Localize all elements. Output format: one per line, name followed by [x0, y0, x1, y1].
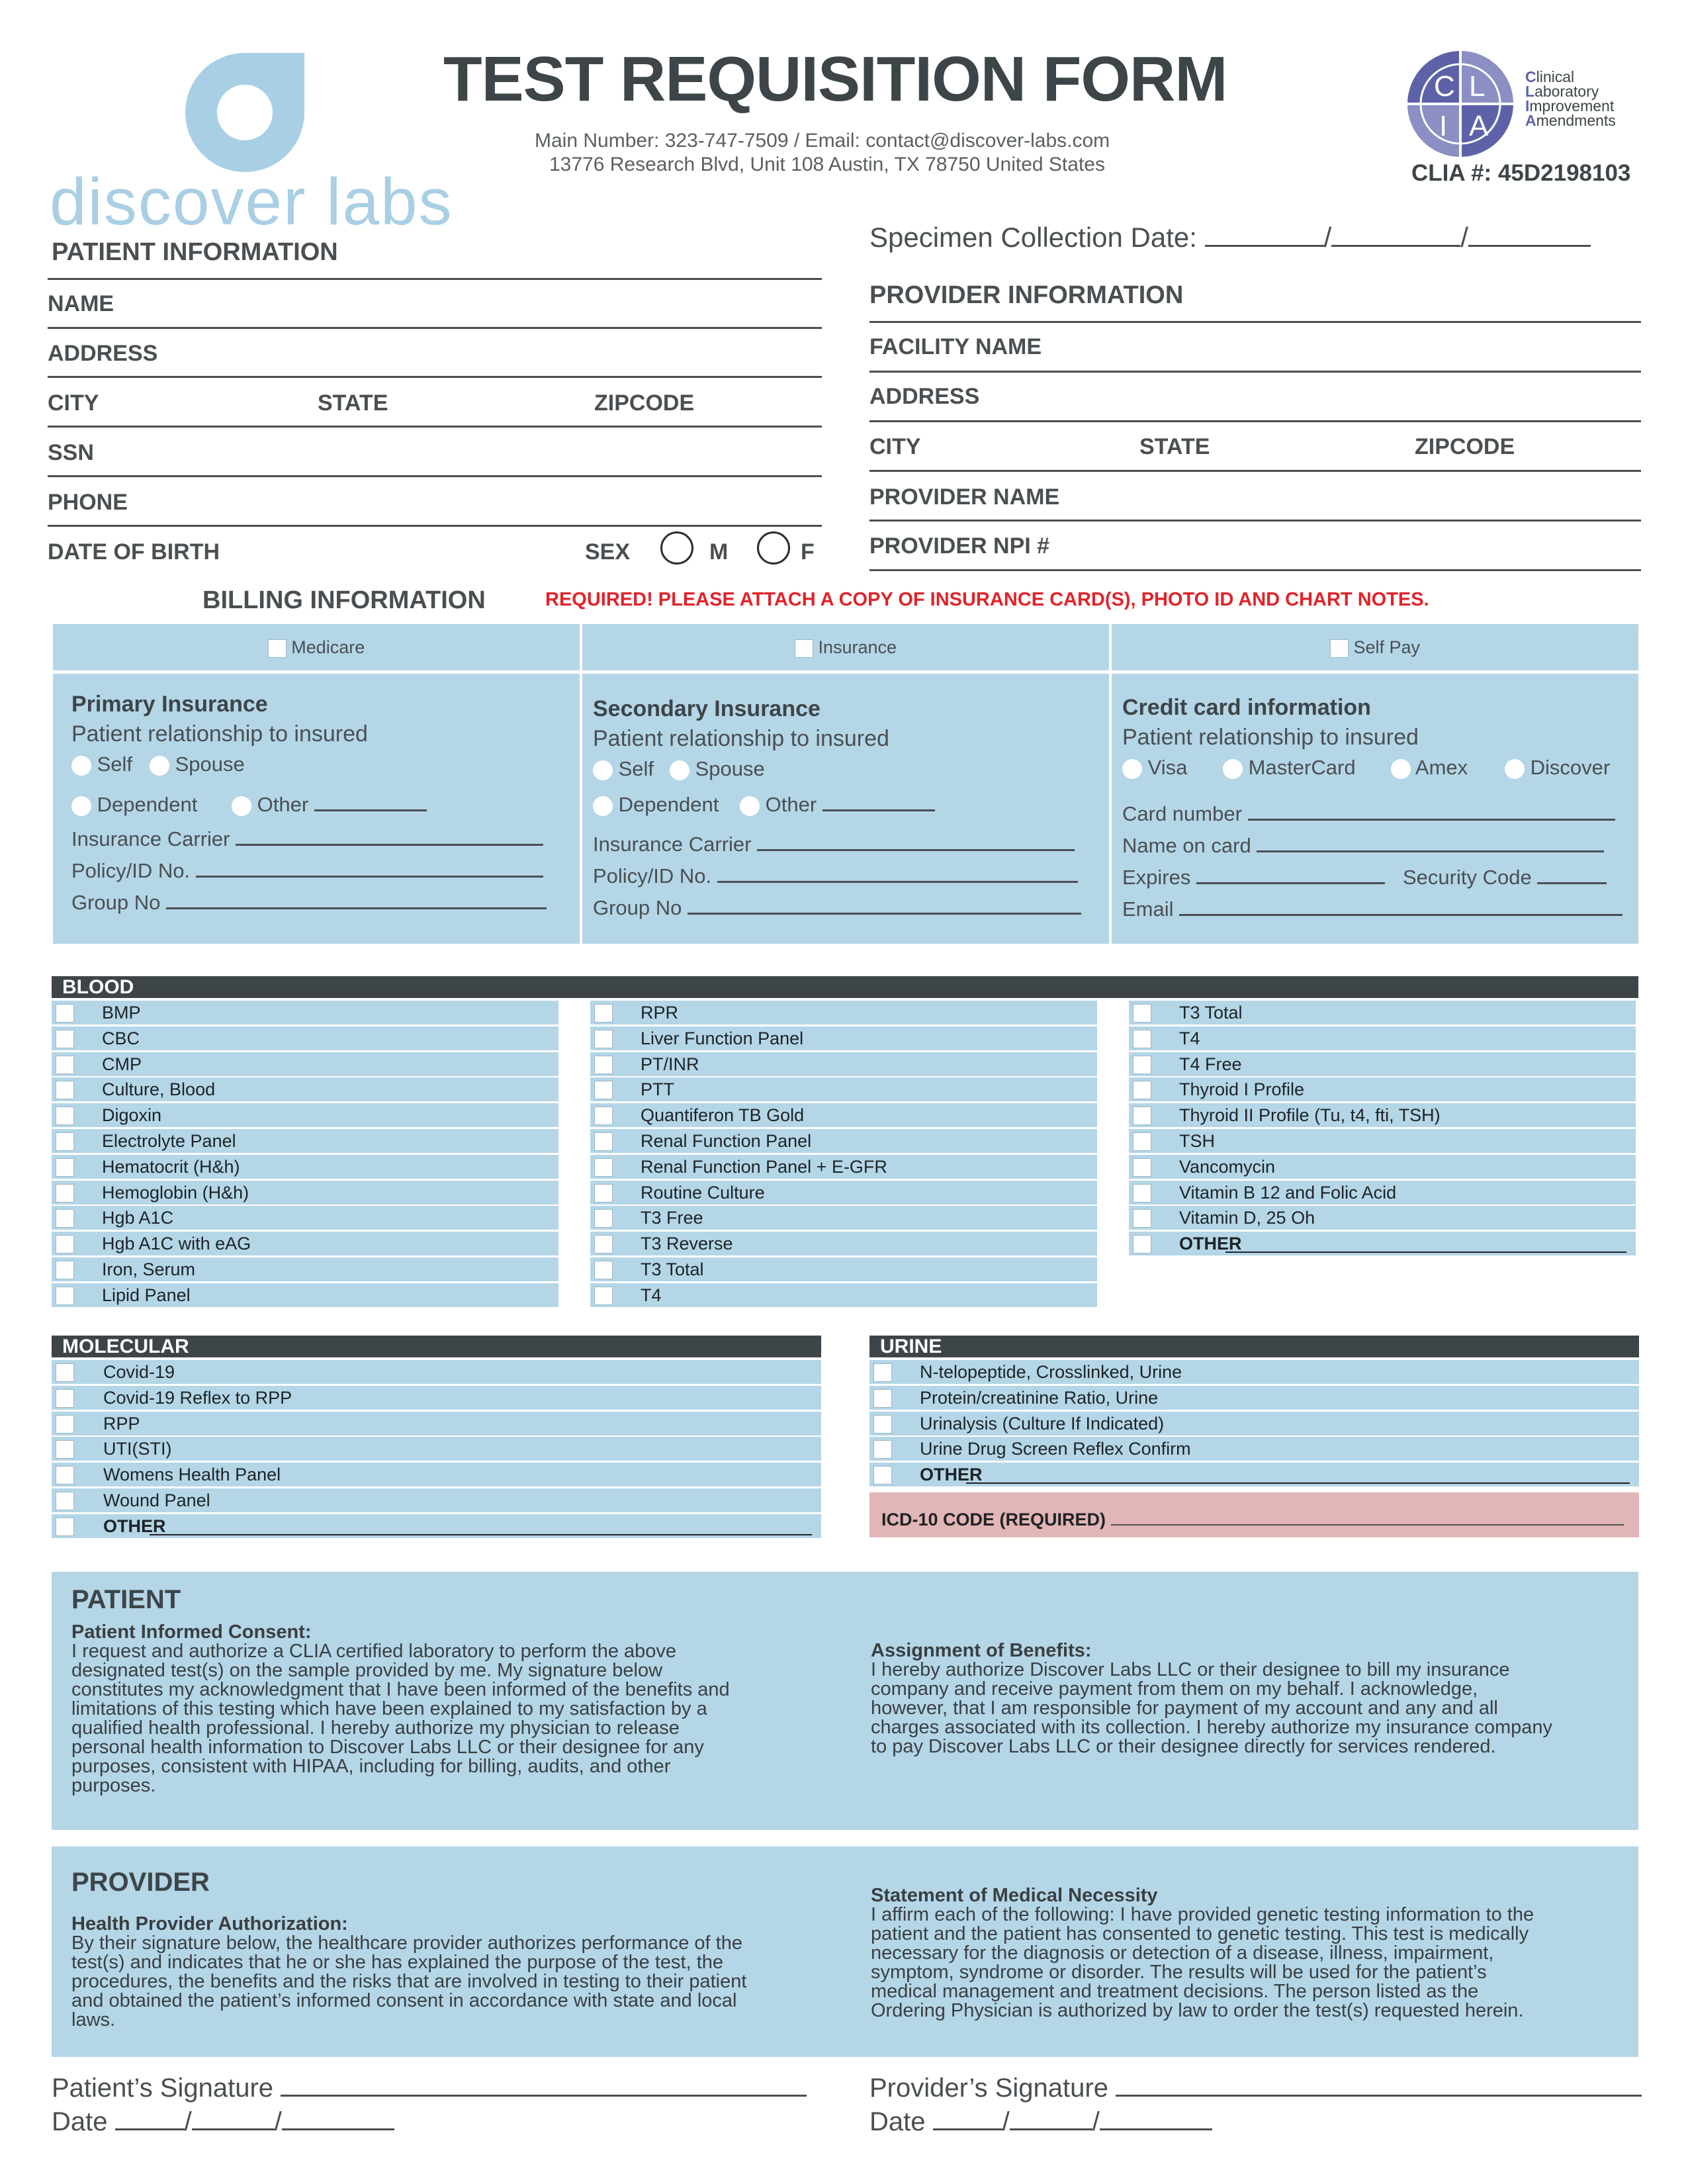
test-item-row[interactable] — [590, 1052, 1097, 1076]
paragraph-line: purposes. — [71, 1775, 156, 1796]
test-item-row[interactable] — [590, 1129, 1097, 1153]
test-item-row[interactable] — [1129, 1103, 1636, 1127]
test-item-row[interactable] — [590, 1232, 1097, 1255]
provider-info-heading: PROVIDER INFORMATION — [869, 281, 1184, 309]
patient-phone-label: PHONE — [48, 490, 128, 515]
primary-self-option[interactable] — [71, 752, 132, 776]
spouse-label: Spouse — [175, 752, 245, 776]
test-item-row[interactable] — [590, 1181, 1097, 1205]
sex-male-label: M — [709, 539, 729, 565]
name-on-card-field[interactable] — [1122, 834, 1604, 858]
test-checkbox[interactable] — [873, 1415, 892, 1433]
primary-relationship-label: Patient relationship to insured — [71, 721, 368, 747]
self-label: Self — [618, 757, 654, 780]
paragraph-line: limitations of this testing which have been explained to my satisfaction by a — [71, 1698, 707, 1719]
sex-male-radio[interactable] — [660, 531, 693, 565]
molecular-section-header: MOLECULAR — [52, 1336, 821, 1357]
test-name: Hemoglobin (H&h) — [102, 1182, 249, 1203]
test-item-row[interactable] — [1129, 1026, 1636, 1050]
clia-word-2: aboratory — [1534, 83, 1599, 100]
svg-text:A: A — [1469, 110, 1489, 142]
test-checkbox[interactable] — [56, 1363, 74, 1382]
date-sep: / — [1323, 222, 1332, 253]
test-name: T4 Free — [1179, 1054, 1242, 1074]
test-name: T4 — [1179, 1028, 1200, 1048]
test-name: T3 Total — [1179, 1003, 1243, 1023]
test-item-row[interactable] — [869, 1412, 1639, 1435]
test-name: Culture, Blood — [102, 1079, 216, 1100]
test-checkbox[interactable] — [56, 1261, 74, 1279]
specimen-date-label: Specimen Collection Date: — [869, 222, 1197, 253]
name-on-card-label: Name on card — [1122, 834, 1251, 857]
authorization-title: Health Provider Authorization: — [71, 1913, 348, 1934]
other-test-row[interactable] — [52, 1514, 821, 1538]
facility-name-label: FACILITY NAME — [869, 334, 1042, 359]
date-sep: / — [184, 2107, 192, 2136]
test-item-row[interactable] — [52, 1232, 558, 1255]
assignment-of-benefits — [871, 1641, 1632, 1756]
test-item-row[interactable] — [52, 1463, 821, 1486]
date-sep: / — [1460, 222, 1468, 253]
paragraph-line: I request and authorize a CLIA certified laboratory to perform the above — [71, 1641, 677, 1662]
billing-type-self-pay[interactable] — [1112, 624, 1638, 670]
form-title: TEST REQUISITION FORM — [443, 44, 1227, 114]
mastercard-option[interactable] — [1223, 756, 1356, 780]
test-checkbox[interactable] — [56, 1209, 74, 1228]
test-name: RPP — [103, 1413, 140, 1433]
test-name: Routine Culture — [641, 1182, 765, 1203]
paragraph-line: and obtained the patient’s informed consent in accordance with state and local — [71, 1990, 737, 2011]
test-checkbox[interactable] — [56, 1030, 74, 1048]
paragraph-line: I hereby authorize Discover Labs LLC or their designee to bill my insurance — [871, 1659, 1510, 1680]
patient-zipcode-label: ZIPCODE — [594, 390, 695, 416]
medicare-label: Medicare — [291, 637, 365, 657]
patient-date-label: Date — [52, 2107, 108, 2136]
primary-policy-field[interactable] — [71, 859, 543, 883]
paragraph-line: necessary for the diagnosis or detection of a disease, illness, impairment, — [871, 1942, 1494, 1964]
credit-relationship-label: Patient relationship to insured — [1122, 725, 1419, 750]
card-number-label: Card number — [1122, 802, 1242, 825]
test-checkbox[interactable] — [56, 1004, 74, 1023]
test-checkbox[interactable] — [56, 1235, 74, 1253]
billing-required-note: REQUIRED! PLEASE ATTACH A COPY OF INSURANCE CARD(S), PHOTO ID AND CHART NOTES. — [545, 589, 1429, 610]
discover-label: Discover — [1530, 756, 1611, 779]
test-item-row[interactable] — [52, 1155, 558, 1179]
test-checkbox[interactable] — [594, 1261, 613, 1279]
test-name: Renal Function Panel — [641, 1131, 812, 1151]
other-write-in-line[interactable] — [1225, 1251, 1626, 1253]
test-item-row[interactable] — [590, 1077, 1097, 1101]
paragraph-line: By their signature below, the healthcare provider authorizes performance of the — [71, 1933, 742, 1954]
card-number-field[interactable] — [1122, 802, 1615, 826]
test-name: PT/INR — [641, 1054, 699, 1074]
mastercard-label: MasterCard — [1248, 756, 1356, 779]
patient-address-label: ADDRESS — [48, 341, 158, 366]
insurance-label: Insurance — [818, 637, 897, 657]
test-checkbox[interactable] — [56, 1466, 74, 1484]
paragraph-line: to pay Discover Labs LLC or their designee directly for services rendered. — [871, 1736, 1496, 1757]
provider-city-label: CITY — [869, 434, 921, 459]
patient-address-field[interactable] — [48, 331, 822, 374]
test-checkbox[interactable] — [873, 1389, 892, 1408]
medicare-checkbox[interactable] — [268, 639, 287, 658]
clia-word-1: linical — [1536, 68, 1575, 85]
security-code-field[interactable] — [1403, 866, 1607, 889]
secondary-self-option[interactable] — [593, 757, 654, 781]
test-item-row[interactable] — [52, 1412, 821, 1435]
blood-section-header: BLOOD — [52, 976, 1638, 998]
patient-city-label: CITY — [48, 390, 99, 416]
test-item-row[interactable] — [52, 1103, 558, 1127]
date-sep: / — [1092, 2107, 1100, 2136]
test-name: PTT — [641, 1079, 674, 1100]
test-item-row[interactable] — [52, 1257, 558, 1281]
specimen-date[interactable] — [869, 222, 1591, 253]
spouse-label: Spouse — [695, 757, 765, 780]
secondary-dependent-option[interactable] — [593, 793, 719, 817]
test-checkbox[interactable] — [1133, 1056, 1151, 1074]
other-label: OTHER — [920, 1465, 983, 1485]
security-code-label: Security Code — [1403, 866, 1532, 889]
test-name: Renal Function Panel + E-GFR — [641, 1156, 887, 1177]
other-test-row[interactable] — [869, 1463, 1639, 1486]
test-checkbox[interactable] — [594, 1081, 613, 1099]
secondary-other-option[interactable] — [740, 793, 935, 817]
provider-name-label: PROVIDER NAME — [869, 484, 1060, 510]
informed-consent-title: Patient Informed Consent: — [71, 1621, 312, 1643]
other-checkbox[interactable] — [1133, 1235, 1151, 1253]
email-field[interactable] — [1122, 897, 1622, 921]
test-checkbox[interactable] — [56, 1389, 74, 1408]
credit-card-title: Credit card information — [1122, 695, 1371, 720]
test-name: Vitamin B 12 and Folic Acid — [1179, 1182, 1397, 1203]
test-checkbox[interactable] — [1133, 1030, 1151, 1048]
policy-label: Policy/ID No. — [593, 864, 712, 887]
test-name: T3 Reverse — [641, 1234, 733, 1254]
test-item-row[interactable] — [52, 1026, 558, 1050]
clia-acronym: Clinical Laboratory Improvement Amendments — [1525, 68, 1616, 129]
primary-carrier-field[interactable] — [71, 827, 543, 851]
test-name: CBC — [102, 1028, 140, 1048]
billing-heading: BILLING INFORMATION — [202, 586, 486, 614]
test-name: Vitamin D, 25 Oh — [1179, 1208, 1315, 1228]
test-item-row[interactable] — [1129, 1001, 1636, 1024]
test-name: Covid-19 Reflex to RPP — [103, 1387, 292, 1408]
provider-date-field[interactable] — [869, 2107, 1212, 2137]
paragraph-line: charges associated with its collection. I hereby authorize my insurance company — [871, 1717, 1553, 1738]
test-name: BMP — [102, 1003, 141, 1023]
secondary-carrier-field[interactable] — [593, 833, 1075, 856]
test-checkbox[interactable] — [56, 1132, 74, 1151]
test-item-row[interactable] — [1129, 1181, 1636, 1205]
test-checkbox[interactable] — [594, 1158, 613, 1177]
visa-option[interactable] — [1122, 756, 1187, 780]
dependent-label: Dependent — [618, 793, 719, 816]
test-name: Lipid Panel — [102, 1285, 191, 1305]
paragraph-line: procedures, the benefits and the risks that are involved in testing to their patient — [71, 1971, 747, 1992]
discover-option[interactable] — [1505, 756, 1610, 780]
test-name: Urinalysis (Culture If Indicated) — [920, 1413, 1165, 1433]
paragraph-line: symptom, syndrome or disorder. The results will be used for the patient’s — [871, 1962, 1487, 1983]
test-checkbox[interactable] — [1133, 1132, 1151, 1151]
test-checkbox[interactable] — [1133, 1158, 1151, 1177]
patient-consent-heading: PATIENT — [71, 1585, 181, 1614]
policy-label: Policy/ID No. — [71, 859, 191, 882]
secondary-group-field[interactable] — [593, 896, 1081, 920]
other-test-row[interactable] — [1129, 1232, 1636, 1255]
test-name: UTI(STI) — [103, 1439, 172, 1459]
test-name: Wound Panel — [103, 1490, 210, 1510]
email-label: Email — [1122, 897, 1174, 921]
provider-npi-label: PROVIDER NPI # — [869, 533, 1050, 559]
statement-of-medical-necessity — [871, 1886, 1632, 2021]
test-name: TSH — [1179, 1131, 1215, 1151]
provider-signature-label: Provider’s Signature — [869, 2073, 1108, 2103]
test-item-row[interactable] — [52, 1206, 558, 1230]
provider-date-label: Date — [869, 2107, 926, 2136]
test-item-row[interactable] — [590, 1283, 1097, 1307]
test-name: Covid-19 — [103, 1362, 175, 1382]
self-label: Self — [97, 752, 133, 776]
test-checkbox[interactable] — [56, 1056, 74, 1074]
test-checkbox[interactable] — [56, 1287, 74, 1305]
patient-state-label: STATE — [318, 390, 388, 416]
patient-signature-label: Patient’s Signature — [52, 2073, 274, 2103]
other-label: OTHER — [103, 1516, 166, 1536]
test-name: N-telopeptide, Crosslinked, Urine — [920, 1362, 1182, 1382]
patient-signature-field[interactable] — [52, 2073, 807, 2103]
test-item-row[interactable] — [52, 1360, 821, 1384]
provider-zipcode-label: ZIPCODE — [1415, 434, 1515, 459]
provider-state-label: STATE — [1139, 434, 1210, 459]
paragraph-line: however, that I am responsible for payment of my account and any and all — [871, 1698, 1498, 1719]
patient-sex-label: SEX — [585, 539, 631, 565]
paragraph-line: test(s) and indicates that he or she has explained the purpose of the test, the — [71, 1952, 724, 1973]
primary-other-option[interactable] — [232, 793, 427, 817]
paragraph-line: personal health information to Discover Labs LLC or their designee for any — [71, 1737, 704, 1758]
test-name: Vancomycin — [1179, 1156, 1276, 1177]
test-checkbox[interactable] — [873, 1363, 892, 1382]
secondary-policy-field[interactable] — [593, 864, 1078, 888]
test-item-row[interactable] — [590, 1206, 1097, 1230]
carrier-label: Insurance Carrier — [593, 833, 752, 856]
test-name: Iron, Serum — [102, 1259, 196, 1279]
provider-address-label: ADDRESS — [869, 384, 980, 409]
visa-label: Visa — [1147, 756, 1188, 779]
date-sep: / — [274, 2107, 282, 2136]
paragraph-line: Ordering Physician is authorized by law to order the test(s) requested herein. — [871, 2000, 1524, 2021]
group-label: Group No — [593, 896, 682, 919]
necessity-title: Statement of Medical Necessity — [871, 1885, 1158, 1906]
test-checkbox[interactable] — [594, 1287, 613, 1305]
test-name: Hematocrit (H&h) — [102, 1156, 240, 1177]
test-checkbox[interactable] — [1133, 1184, 1151, 1203]
test-item-row[interactable] — [52, 1077, 558, 1101]
dependent-label: Dependent — [97, 793, 198, 816]
logo-mark-icon — [179, 46, 311, 179]
test-name: T3 Total — [641, 1259, 704, 1279]
provider-consent-heading: PROVIDER — [71, 1868, 210, 1897]
icd-10-field[interactable] — [869, 1492, 1639, 1537]
test-checkbox[interactable] — [56, 1107, 74, 1125]
test-name: Thyroid II Profile (Tu, t4, fti, TSH) — [1179, 1105, 1441, 1126]
test-checkbox[interactable] — [594, 1030, 613, 1048]
logo-text: discover labs — [50, 165, 453, 239]
test-checkbox[interactable] — [1133, 1107, 1151, 1125]
patient-name-label: NAME — [48, 291, 114, 316]
test-name: Hgb A1C with eAG — [102, 1234, 251, 1254]
paragraph-line: I affirm each of the following: I have provided genetic testing information to the — [871, 1904, 1534, 1925]
test-item-row[interactable] — [52, 1437, 821, 1461]
insurance-checkbox[interactable] — [795, 639, 813, 658]
self-pay-label: Self Pay — [1353, 637, 1421, 657]
test-checkbox[interactable] — [56, 1158, 74, 1177]
amex-option[interactable] — [1391, 756, 1468, 780]
clia-seal-icon — [1406, 50, 1515, 159]
test-name: Urine Drug Screen Reflex Confirm — [920, 1439, 1191, 1459]
test-item-row[interactable] — [869, 1386, 1639, 1410]
paragraph-line: constitutes my acknowledgment that I have been informed of the benefits and — [71, 1679, 730, 1700]
self-pay-checkbox[interactable] — [1330, 639, 1349, 658]
provider-signature-field[interactable] — [869, 2073, 1642, 2103]
test-checkbox[interactable] — [56, 1440, 74, 1459]
test-name: Protein/creatinine Ratio, Urine — [920, 1387, 1159, 1408]
test-item-row[interactable] — [869, 1437, 1639, 1461]
test-checkbox[interactable] — [1133, 1004, 1151, 1023]
patient-dob-label: DATE OF BIRTH — [48, 539, 220, 565]
patient-date-field[interactable] — [52, 2107, 394, 2137]
test-checkbox[interactable] — [594, 1184, 613, 1203]
other-write-in-line[interactable] — [150, 1534, 812, 1535]
test-item-row[interactable] — [52, 1386, 821, 1410]
test-name: Hgb A1C — [102, 1208, 174, 1228]
other-label: Other — [765, 793, 817, 816]
test-item-row[interactable] — [52, 1488, 821, 1512]
benefits-title: Assignment of Benefits: — [871, 1640, 1092, 1661]
test-item-row[interactable] — [590, 1257, 1097, 1281]
health-provider-authorization — [71, 1915, 839, 2030]
paragraph-line: company and receive payment from them on my behalf. I acknowledge, — [871, 1678, 1478, 1700]
clia-word-4: mendments — [1536, 112, 1616, 129]
test-item-row[interactable] — [869, 1360, 1639, 1384]
expires-label: Expires — [1122, 866, 1191, 889]
svg-text:L: L — [1469, 70, 1486, 103]
test-item-row[interactable] — [52, 1181, 558, 1205]
test-checkbox[interactable] — [594, 1107, 613, 1125]
primary-dependent-option[interactable] — [71, 793, 197, 817]
test-name: RPR — [641, 1003, 679, 1023]
svg-text:I: I — [1439, 110, 1448, 142]
test-item-row[interactable] — [1129, 1206, 1636, 1230]
patient-info-heading: PATIENT INFORMATION — [52, 238, 338, 266]
secondary-spouse-option[interactable] — [670, 757, 765, 781]
test-checkbox[interactable] — [56, 1492, 74, 1510]
icd-10-label: ICD-10 CODE (REQUIRED) — [881, 1510, 1106, 1529]
test-item-row[interactable] — [52, 1283, 558, 1307]
test-name: Digoxin — [102, 1105, 162, 1126]
test-name: Womens Health Panel — [103, 1465, 281, 1485]
date-sep: / — [1002, 2107, 1010, 2136]
test-name: Thyroid I Profile — [1179, 1079, 1305, 1100]
other-label: OTHER — [1179, 1234, 1242, 1254]
patient-informed-consent — [71, 1623, 839, 1796]
test-item-row[interactable] — [590, 1026, 1097, 1050]
other-checkbox[interactable] — [873, 1466, 892, 1484]
test-name: T4 — [641, 1285, 662, 1305]
paragraph-line: patient and the patient has consented to genetic testing. This test is medically — [871, 1923, 1529, 1944]
contact-line-2: 13776 Research Blvd, Unit 108 Austin, TX 78750 United States — [549, 154, 1105, 175]
test-name: Electrolyte Panel — [102, 1131, 236, 1151]
paragraph-line: purposes, consistent with HIPAA, including for billing, audits, and other — [71, 1756, 671, 1777]
test-item-row[interactable] — [1129, 1129, 1636, 1153]
patient-ssn-label: SSN — [48, 440, 94, 465]
paragraph-line: laws. — [71, 2009, 116, 2030]
test-checkbox[interactable] — [594, 1132, 613, 1151]
test-item-row[interactable] — [52, 1052, 558, 1076]
test-item-row[interactable] — [52, 1129, 558, 1153]
other-checkbox[interactable] — [56, 1518, 74, 1536]
test-checkbox[interactable] — [873, 1440, 892, 1459]
paragraph-line: designated test(s) on the sample provided by me. My signature below — [71, 1660, 663, 1681]
patient-name-field[interactable] — [48, 285, 822, 326]
primary-group-field[interactable] — [71, 891, 547, 915]
other-label: Other — [257, 793, 309, 816]
urine-section-header: URINE — [869, 1336, 1639, 1357]
test-name: T3 Free — [641, 1208, 703, 1228]
test-checkbox[interactable] — [56, 1184, 74, 1203]
test-checkbox[interactable] — [594, 1056, 613, 1074]
sex-female-label: F — [801, 539, 815, 565]
svg-text:C: C — [1434, 70, 1455, 103]
expires-field[interactable] — [1122, 866, 1385, 889]
test-checkbox[interactable] — [1133, 1081, 1151, 1099]
test-item-row[interactable] — [52, 1001, 558, 1024]
other-write-in-line[interactable] — [966, 1482, 1630, 1484]
amex-label: Amex — [1415, 756, 1468, 779]
test-name: Liver Function Panel — [641, 1028, 804, 1048]
billing-type-medicare[interactable] — [53, 624, 580, 670]
test-item-row[interactable] — [590, 1103, 1097, 1127]
contact-line-1: Main Number: 323-747-7509 / Email: contact@discover-labs.com — [535, 130, 1110, 152]
test-checkbox[interactable] — [56, 1081, 74, 1099]
paragraph-line: qualified health professional. I hereby authorize my physician to release — [71, 1717, 680, 1739]
clia-number: CLIA #: 45D2198103 — [1411, 160, 1631, 186]
test-checkbox[interactable] — [594, 1209, 613, 1228]
test-item-row[interactable] — [590, 1001, 1097, 1024]
test-checkbox[interactable] — [594, 1004, 613, 1023]
test-checkbox[interactable] — [594, 1235, 613, 1253]
test-item-row[interactable] — [590, 1155, 1097, 1179]
test-name: Quantiferon TB Gold — [641, 1105, 805, 1126]
clia-word-3: mprovement — [1529, 97, 1615, 114]
test-item-row[interactable] — [1129, 1155, 1636, 1179]
group-label: Group No — [71, 891, 161, 914]
primary-insurance-title: Primary Insurance — [71, 692, 268, 717]
secondary-relationship-label: Patient relationship to insured — [593, 726, 889, 751]
test-checkbox[interactable] — [56, 1415, 74, 1433]
sex-female-radio[interactable] — [757, 531, 790, 565]
test-item-row[interactable] — [1129, 1077, 1636, 1101]
test-checkbox[interactable] — [1133, 1209, 1151, 1228]
test-item-row[interactable] — [1129, 1052, 1636, 1076]
primary-spouse-option[interactable] — [150, 752, 245, 776]
paragraph-line: medical management and treatment decisions. The person listed as the — [871, 1981, 1479, 2002]
test-name: CMP — [102, 1054, 142, 1074]
carrier-label: Insurance Carrier — [71, 827, 230, 850]
billing-type-insurance[interactable] — [582, 624, 1109, 670]
secondary-insurance-title: Secondary Insurance — [593, 696, 821, 721]
